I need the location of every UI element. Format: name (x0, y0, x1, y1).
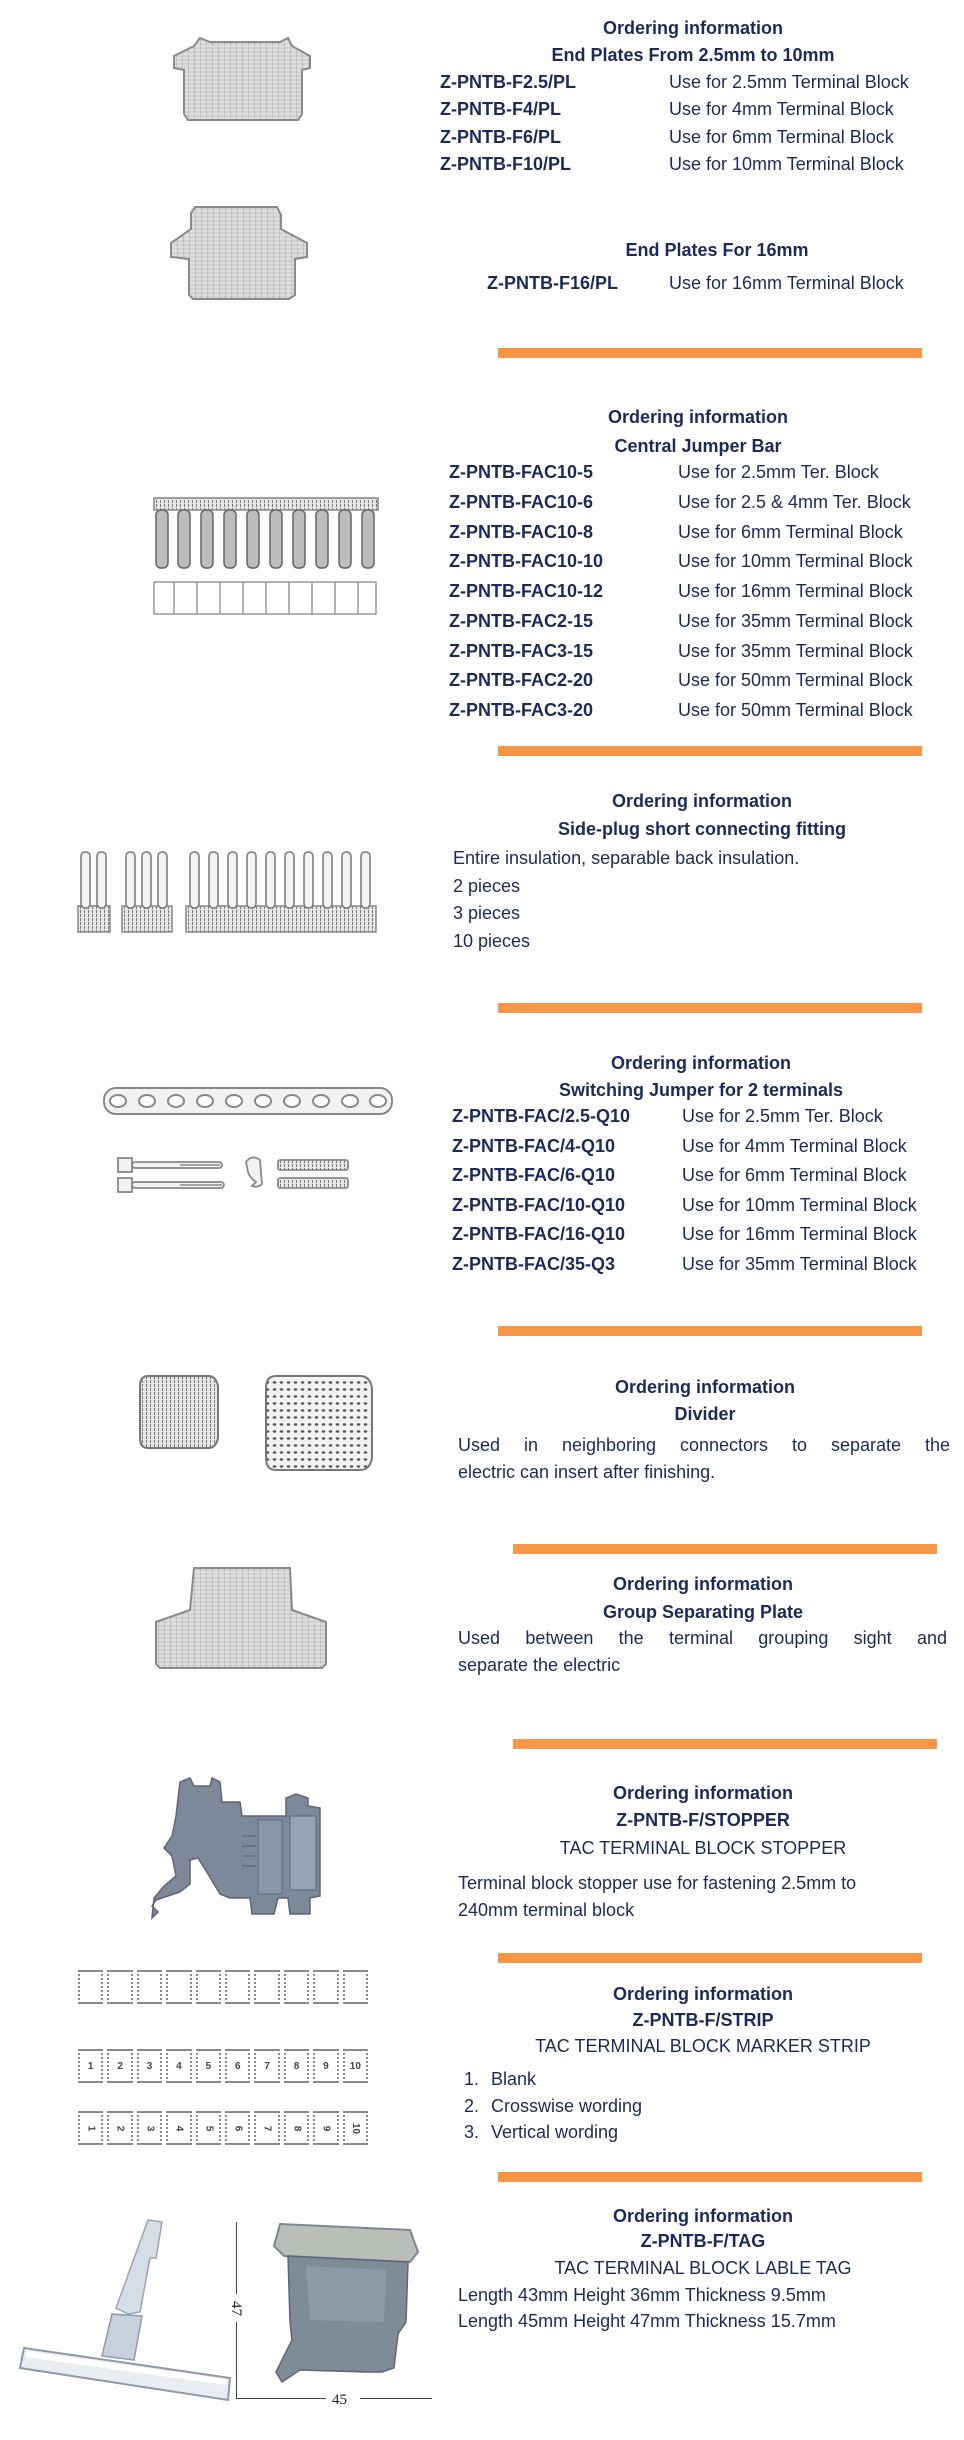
marker-label: 3 (146, 2060, 153, 2072)
divider-description (458, 1432, 950, 1486)
part-name: TAC TERMINAL BLOCK STOPPER (559, 1838, 847, 1858)
part-number: Z-PNTB-FAC3-20 (449, 700, 594, 720)
part-description: Use for 6mm Terminal Block (678, 521, 903, 542)
marker-box (343, 1970, 368, 2004)
part-code: Z-PNTB-F/STRIP (632, 2010, 774, 2030)
marker-box (313, 2111, 338, 2145)
part-description: Use for 6mm Terminal Block (682, 1165, 907, 1186)
part-name: TAC TERMINAL BLOCK MARKER STRIP (535, 2036, 871, 2056)
marker-box (137, 2111, 162, 2145)
section-subtitle: Divider (674, 1404, 736, 1424)
label-tag-image (16, 2218, 242, 2402)
label-tag-holder-image (270, 2222, 422, 2390)
part-description: Use for 16mm Terminal Block (669, 273, 904, 293)
dimension-line (236, 2322, 237, 2398)
part-description: Use for 10mm Terminal Block (669, 153, 904, 174)
part-number: Z-PNTB-F16/PL (487, 273, 619, 293)
description-line: 240mm terminal block (458, 1900, 635, 1920)
part-description: Use for 16mm Terminal Block (678, 581, 913, 601)
dimension-line (236, 2222, 237, 2294)
marker-box (196, 2049, 221, 2083)
marker-box (254, 1970, 279, 2004)
marker-label: 9 (320, 2125, 332, 2131)
part-number: Z-PNTB-FAC/4-Q10 (452, 1135, 616, 1156)
part-code: Z-PNTB-F/STOPPER (616, 1810, 790, 1830)
part-description: Use for 50mm Terminal Block (678, 700, 913, 720)
marker-label: 1 (85, 2125, 97, 2131)
part-description: Use for 2.5 & 4mm Ter. Block (678, 491, 911, 512)
stopper-description (458, 1870, 856, 1924)
description-line: Entire insulation, separable back insulation. (453, 848, 800, 868)
marker-box (225, 1970, 250, 2004)
marker-label: 8 (291, 2125, 303, 2131)
part-number: Z-PNTB-FAC2-20 (449, 670, 594, 691)
marker-label: 4 (176, 2060, 182, 2072)
marker-box (107, 2111, 132, 2145)
description-line: electric can insert after finishing. (458, 1462, 716, 1482)
switching-jumper-image (100, 1084, 396, 1214)
marker-strip-vertical (78, 2111, 368, 2145)
section-title: Ordering information (611, 1053, 791, 1073)
section-divider (498, 746, 922, 756)
marker-label: 7 (264, 2060, 270, 2072)
dimension-line-text: Length 45mm Height 47mm Thickness 15.7mm (458, 2311, 836, 2331)
section-divider (513, 1544, 937, 1554)
marker-strip-options (464, 2066, 642, 2146)
marker-box (343, 2111, 368, 2145)
marker-box (166, 1970, 191, 2004)
part-description: Use for 35mm Terminal Block (682, 1253, 917, 1274)
section-title: Ordering information (608, 407, 788, 427)
group-separating-plate-image (152, 1566, 330, 1670)
marker-label: 4 (173, 2125, 185, 2131)
divider-image (138, 1372, 378, 1476)
part-number: Z-PNTB-FAC/2.5-Q10 (452, 1106, 631, 1126)
marker-box (284, 1970, 309, 2004)
section-divider (498, 2172, 922, 2182)
part-number: Z-PNTB-FAC/10-Q10 (452, 1194, 626, 1215)
list-number: 1. (464, 2069, 480, 2089)
marker-box (225, 2111, 250, 2145)
section-divider (498, 1003, 922, 1013)
end-plate-image (170, 36, 315, 122)
description-line: Terminal block stopper use for fastening 2.5mm to (458, 1873, 857, 1893)
marker-box (225, 2049, 250, 2083)
dimension-line (236, 2398, 326, 2399)
part-number: Z-PNTB-FAC/6-Q10 (452, 1165, 616, 1186)
description-line: Used between the terminal grouping sight and (458, 1628, 947, 1648)
part-description: Use for 4mm Terminal Block (682, 1135, 907, 1156)
section-subtitle: End Plates For 16mm (625, 240, 809, 260)
description-line: 3 pieces (453, 903, 521, 924)
section-subtitle: Group Separating Plate (602, 1602, 804, 1622)
part-description: Use for 50mm Terminal Block (678, 670, 913, 691)
part-number: Z-PNTB-FAC3-15 (449, 640, 594, 661)
list-item (464, 2093, 642, 2120)
description-line: separate the electric (458, 1655, 621, 1675)
marker-box (137, 1970, 162, 2004)
marker-label: 3 (144, 2125, 156, 2131)
section-divider (498, 1953, 922, 1963)
section-title: Ordering information (612, 791, 792, 811)
marker-label: 2 (117, 2060, 123, 2072)
part-description: Use for 16mm Terminal Block (682, 1224, 917, 1245)
part-description: Use for 10mm Terminal Block (682, 1194, 917, 1215)
marker-box (107, 2049, 132, 2083)
part-number: Z-PNTB-FAC/16-Q10 (452, 1224, 626, 1245)
terminal-block-stopper-image (150, 1776, 322, 1926)
part-number: Z-PNTB-FAC10-8 (449, 521, 594, 542)
part-number: Z-PNTB-FAC10-5 (449, 462, 594, 482)
marker-box (166, 2049, 191, 2083)
part-code: Z-PNTB-F/TAG (640, 2231, 766, 2251)
marker-box (284, 2049, 309, 2083)
part-name: TAC TERMINAL BLOCK LABLE TAG (554, 2258, 852, 2278)
end-plate-16mm-image (165, 205, 315, 301)
marker-box (196, 1970, 221, 2004)
marker-label: 6 (232, 2125, 244, 2131)
marker-label: 6 (234, 2060, 241, 2072)
part-number: Z-PNTB-F2.5/PL (440, 72, 577, 92)
part-description: Use for 2.5mm Ter. Block (682, 1106, 883, 1126)
marker-box (107, 1970, 132, 2004)
marker-label: 2 (114, 2125, 126, 2131)
part-number: Z-PNTB-FAC10-10 (449, 551, 604, 572)
list-label: Crosswise wording (491, 2095, 643, 2116)
marker-box (313, 1970, 338, 2004)
section-subtitle: Side-plug short connecting fitting (558, 819, 846, 839)
part-description: Use for 6mm Terminal Block (669, 126, 894, 147)
side-plug-description (453, 845, 799, 956)
dimension-line-text: Length 43mm Height 36mm Thickness 9.5mm (458, 2285, 826, 2305)
part-description: Use for 10mm Terminal Block (678, 551, 913, 572)
section-divider (498, 1326, 922, 1336)
part-number: Z-PNTB-FAC2-15 (449, 610, 594, 631)
description-line: 2 pieces (453, 875, 521, 896)
marker-box (78, 1970, 103, 2004)
part-number: Z-PNTB-F10/PL (440, 153, 572, 174)
group-plate-description (458, 1625, 947, 1679)
list-item (464, 2119, 642, 2146)
marker-label: 7 (261, 2125, 273, 2131)
section-title: Ordering information (615, 1377, 795, 1397)
side-plug-fitting-image (76, 846, 378, 936)
marker-label: 10 (349, 2122, 361, 2134)
list-number: 2. (464, 2095, 480, 2116)
marker-strip-crosswise (78, 2049, 368, 2083)
central-jumper-bar-image (152, 496, 380, 618)
section-title: Ordering information (613, 1984, 793, 2004)
list-item (464, 2066, 642, 2093)
section-divider (513, 1739, 937, 1749)
part-number: Z-PNTB-FAC/35-Q3 (452, 1253, 616, 1274)
description-line: 10 pieces (453, 931, 531, 952)
section-subtitle: Switching Jumper for 2 terminals (558, 1080, 844, 1100)
marker-box (78, 2111, 103, 2145)
dimension-height-label: 47 (228, 2301, 244, 2316)
marker-box (254, 2049, 279, 2083)
part-number: Z-PNTB-F4/PL (440, 99, 561, 120)
marker-box (166, 2111, 191, 2145)
dimension-line (360, 2398, 432, 2399)
marker-label: 5 (202, 2125, 214, 2131)
dimension-width-label: 45 (332, 2392, 347, 2408)
section-subtitle: End Plates From 2.5mm to 10mm (551, 45, 835, 65)
section-title: Ordering information (613, 1574, 793, 1594)
list-label: Vertical wording (491, 2122, 619, 2142)
part-description: Use for 35mm Terminal Block (678, 610, 913, 631)
marker-box (78, 2049, 103, 2083)
tag-dimensions (458, 2282, 836, 2334)
section-divider (498, 348, 922, 358)
part-description: Use for 35mm Terminal Block (678, 640, 913, 661)
marker-label: 10 (349, 2060, 361, 2072)
list-label: Blank (491, 2069, 537, 2089)
list-number: 3. (464, 2122, 480, 2142)
marker-label: 5 (205, 2060, 212, 2072)
marker-label: 9 (323, 2060, 329, 2072)
marker-box (137, 2049, 162, 2083)
section-title: Ordering information (613, 2206, 793, 2226)
section-title: Ordering information (613, 1783, 793, 1803)
marker-box (284, 2111, 309, 2145)
marker-box (196, 2111, 221, 2145)
part-description: Use for 2.5mm Terminal Block (669, 72, 909, 92)
section-subtitle: Central Jumper Bar (614, 436, 782, 456)
description-line: Used in neighboring connectors to separate the (458, 1435, 950, 1455)
marker-label: 1 (87, 2060, 94, 2072)
marker-box (343, 2049, 368, 2083)
marker-box (313, 2049, 338, 2083)
marker-box (254, 2111, 279, 2145)
section-title: Ordering information (603, 18, 783, 38)
part-description: Use for 4mm Terminal Block (669, 99, 894, 120)
marker-label: 8 (293, 2060, 300, 2072)
part-number: Z-PNTB-FAC10-12 (449, 581, 604, 601)
part-number: Z-PNTB-FAC10-6 (449, 491, 594, 512)
part-description: Use for 2.5mm Ter. Block (678, 462, 879, 482)
part-number: Z-PNTB-F6/PL (440, 126, 561, 147)
marker-strip-blank (78, 1970, 368, 2004)
